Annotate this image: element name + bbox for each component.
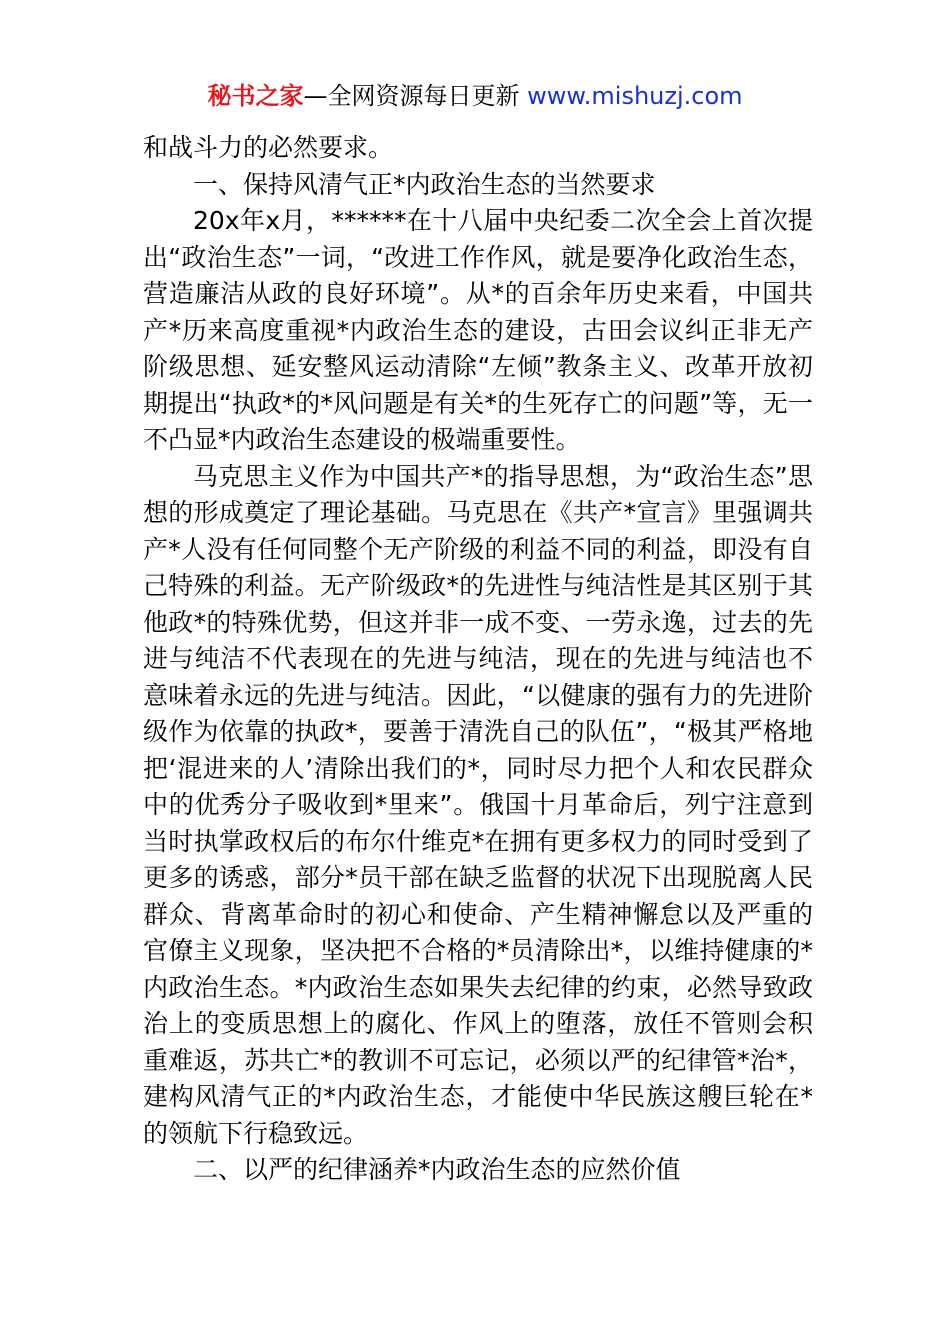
paragraph-continuation: 和战斗力的必然要求。 (143, 133, 394, 162)
site-tagline: —全网资源每日更新 (303, 82, 520, 110)
section-heading-one: 一、保持风清气正*内政治生态的当然要求 (193, 169, 656, 199)
paragraph: 20x年x月，******在十八届中央纪委二次全会上首次提出“政治生态”一词，“改进工作作风，就是要净化政治生态，营造廉洁从政的良好环境”。从*的百余年历史来看，中国共产*历来高度重视*内政治生态的建设，古田会议纠正非无产阶级思想、延安整风运动清除“左倾”教条主义、改革开放初期提出“执政*的*风问题是有关*的生死存亡的问题”等，无一不凸显*内政治生态建设的极端重要性。 (143, 206, 813, 454)
site-brand: 秘书之家 (207, 82, 304, 110)
paragraph: 马克思主义作为中国共产*的指导思想，为“政治生态”思想的形成奠定了理论基础。马克思在《共产*宣言》里强调共产*人没有任何同整个无产阶级的利益不同的利益，即没有自己特殊的利益。无产阶级政*的先进性与纯洁性是其区别于其他政*的特殊优势，但这并非一成不变、一劳永逸，过去的先进与纯洁不代表现在的先进与纯洁，现在的先进与纯洁也不意味着永远的先进与纯洁。因此，“以健康的强有力的先进阶级作为依靠的执政*，要善于清洗自己的队伍”，“极其严格地把‘混进来的人’清除出我们的*，同时尽力把个人和农民群众中的优秀分子吸收到*里来”。俄国十月革命后，列宁注意到当时执掌政权后的布尔什维克*在拥有更多权力的同时受到了更多的诱惑，部分*员干部在缺乏监督的状况下出现脱离人民群众、背离革命时的初心和使命、产生精神懈怠以及严重的官僚主义现象，坚决把不合格的*员清除出*，以维持健康的*内政治生态。*内政治生态如果失去纪律的约束，必然导致政治上的变质思想上的腐化、作风上的堕落，放任不管则会积重难返，苏共亡*的教训不可忘记，必须以严的纪律管*治*，建构风清气正的*内政治生态，才能使中华民族这艘巨轮在*的领航下行稳致远。 (143, 461, 813, 1148)
site-url-link[interactable]: www.mishuzj.com (527, 82, 743, 110)
section-heading-two: 二、以严的纪律涵养*内政治生态的应然价值 (193, 1155, 681, 1184)
document-body (143, 130, 813, 1189)
site-header (0, 80, 950, 112)
